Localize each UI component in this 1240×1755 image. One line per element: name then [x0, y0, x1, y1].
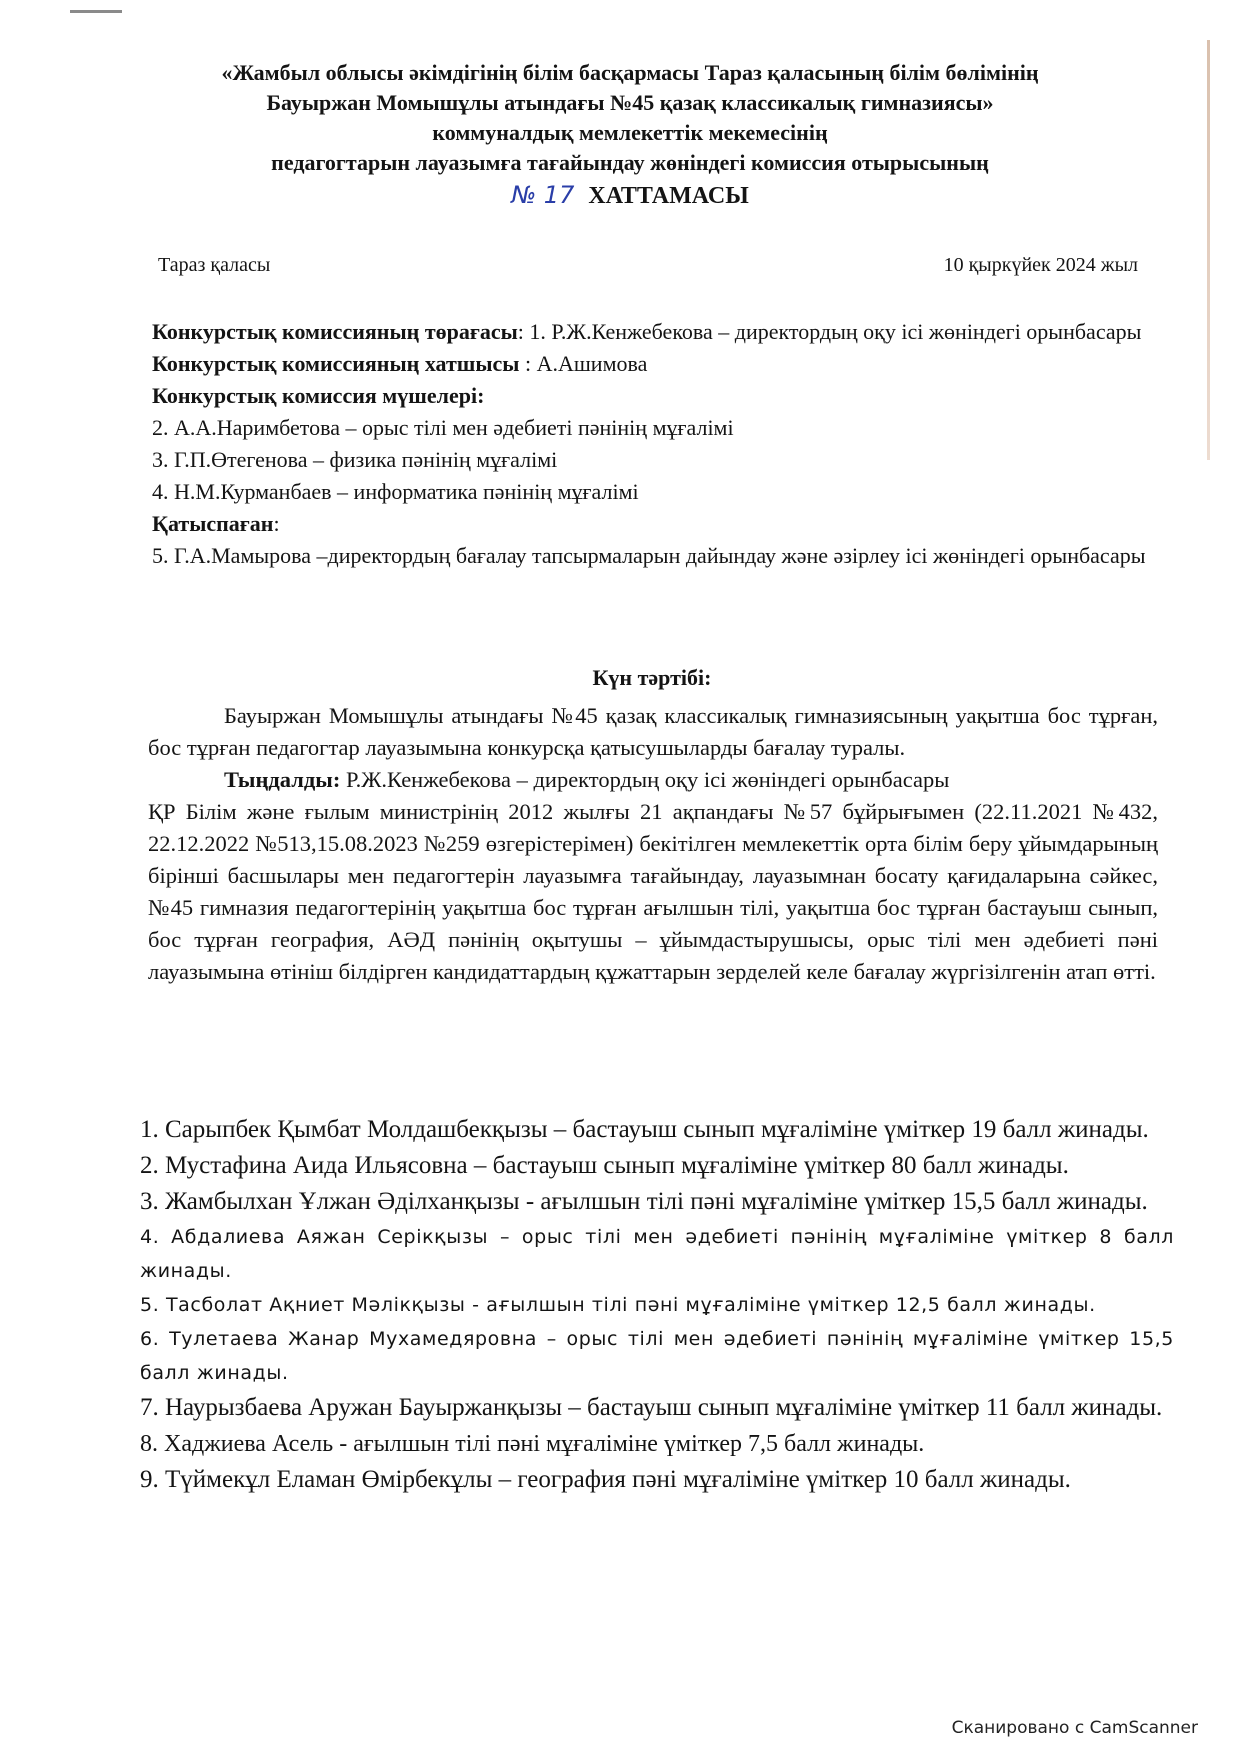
agenda-text: Бауыржан Момышұлы атындағы №45 қазақ классикалық гимназиясының уақытша бос тұрған, бос тұрған педагогтар лауазымына конкурсқа қатысушыларды бағалау туралы. — [148, 703, 1158, 760]
member-item: 3. Г.П.Өтегенова – физика пәнінің мұғалімі — [152, 447, 558, 472]
document-body — [148, 700, 1158, 988]
result-item: 9. Түймекұл Еламан Өмірбекұлы – география пәні мұғаліміне үміткер 10 балл жинады. — [140, 1466, 1071, 1493]
result-item: 4. Абдалиева Аяжан Серікқызы – орыс тілі мен әдебиеті пәнінің мұғаліміне үміткер 8 балл жинады. — [140, 1226, 1174, 1282]
result-item: 7. Наурызбаева Аружан Бауыржанқызы – бастауыш сынып мұғаліміне үміткер 11 балл жинады. — [140, 1394, 1163, 1421]
header-line-3: коммуналдық мемлекеттік мекемесінің — [432, 120, 828, 145]
protocol-word: ХАТТАМАСЫ — [588, 183, 749, 209]
scanner-watermark: Сканировано с CamScanner — [951, 1718, 1198, 1738]
results-list — [140, 1112, 1174, 1498]
absent-line — [152, 508, 1152, 540]
absent-item: 5. Г.А.Мамырова –директордың бағалау тапсырмаларын дайындау және әзірлеу ісі жөніндегі орынбасары — [152, 543, 1146, 568]
chair-line — [152, 316, 1152, 348]
chair-value: : 1. Р.Ж.Кенжебекова – директордың оқу ісі жөніндегі орынбасары — [517, 319, 1142, 344]
agenda-title: Күн тәртібі: — [592, 665, 712, 690]
result-item: 2. Мустафина Аида Ильясовна – бастауыш сынып мұғаліміне үміткер 80 балл жинады. — [140, 1152, 1069, 1179]
secretary-value: : А.Ашимова — [519, 351, 648, 376]
heard-text: ҚР Білім және ғылым министрінің 2012 жылғы 21 ақпандағы №57 бұйрығымен (22.11.2021 №432, 22.12.2022 №513,15.08.2023 №259 өзгерістерімен) бекітілген мемлекеттік орта білім беру ұйымдарының бірінші басшылары мен педагогтерін лауазымға тағайындау, лауазымнан босату қағидаларына сәйкес, №45 гимназия педагогтерінің уақытша бос тұрған ағылшын тілі, уақытша бос тұрған бастауыш сынып, бос тұрған география, АӘД пәнінің оқытушы – ұйымдастырушысы, орыс тілі мен әдебиеті пәні лауазымына өтініш білдірген кандидаттардың құжаттарын зерделей келе бағалау жүргізілгенін атап өтті. — [148, 799, 1158, 984]
scan-mark — [70, 10, 122, 13]
absent-colon: : — [273, 511, 280, 536]
absent-label: Қатыспаған — [152, 511, 274, 536]
protocol-number: № 17 — [511, 181, 575, 209]
heard-label: Тыңдалды: — [224, 767, 341, 792]
document-header — [130, 58, 1130, 211]
place-date-row — [158, 254, 1138, 277]
date: 10 қыркүйек 2024 жыл — [943, 254, 1138, 276]
result-item: 3. Жамбылхан Ұлжан Әділханқызы - ағылшын тілі пәні мұғаліміне үміткер 15,5 балл жинады. — [140, 1188, 1148, 1215]
secretary-line — [152, 348, 1152, 380]
member-item: 2. А.А.Наримбетова – орыс тілі мен әдебиеті пәнінің мұғалімі — [152, 415, 734, 440]
chair-label: Конкурстық комиссияның төрағасы — [152, 319, 518, 344]
member-item: 4. Н.М.Курманбаев – информатика пәнінің мұғалімі — [152, 479, 639, 504]
commission-block — [152, 316, 1152, 572]
result-item: 8. Хаджиева Асель - ағылшын тілі пәні мұғаліміне үміткер 7,5 балл жинады. — [140, 1431, 925, 1457]
header-line-1: «Жамбыл облысы әкімдігінің білім басқармасы Тараз қаласының білім бөлімінің — [221, 60, 1039, 85]
scan-edge — [1207, 40, 1210, 460]
header-line-2: Бауыржан Момышұлы атындағы №45 қазақ классикалық гимназиясы» — [266, 90, 994, 115]
secretary-label: Конкурстық комиссияның хатшысы — [152, 351, 520, 376]
protocol-title — [130, 180, 1130, 211]
result-item: 6. Тулетаева Жанар Мухамедяровна – орыс тілі мен әдебиеті пәнінің мұғаліміне үміткер 15,5 балл жинады. — [140, 1328, 1174, 1384]
place: Тараз қаласы — [158, 254, 271, 276]
result-item: 5. Тасболат Ақниет Мәлікқызы - ағылшын тілі пәні мұғаліміне үміткер 12,5 балл жинады. — [140, 1294, 1096, 1316]
heard-line — [148, 764, 1158, 796]
heard-speaker: Р.Ж.Кенжебекова – директордың оқу ісі жөніндегі орынбасары — [340, 767, 950, 792]
members-label: Конкурстық комиссия мүшелері: — [152, 383, 485, 408]
result-item: 1. Сарыпбек Қымбат Молдашбекқызы – бастауыш сынып мұғаліміне үміткер 19 балл жинады. — [140, 1116, 1149, 1143]
header-line-4: педагогтарын лауазымға тағайындау жөніндегі комиссия отырысының — [271, 150, 989, 175]
